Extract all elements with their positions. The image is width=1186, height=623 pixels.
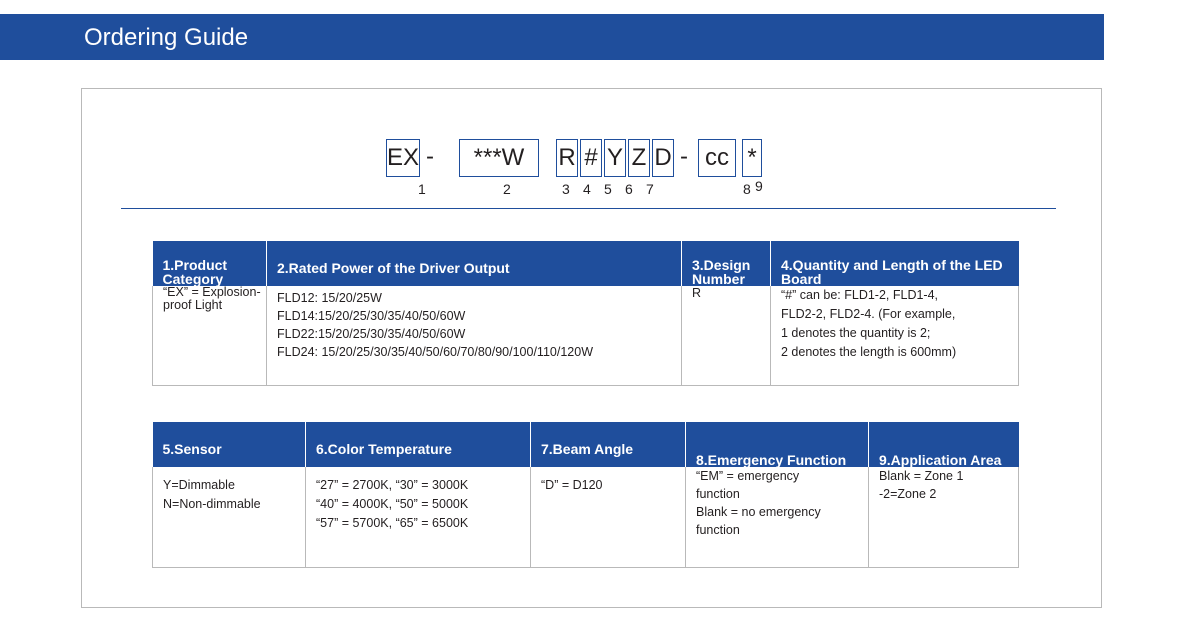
code-box-1: EX bbox=[386, 139, 420, 177]
header-application-area: 9.Application Area bbox=[869, 422, 1019, 467]
ordering-guide-panel bbox=[81, 88, 1102, 608]
code-dash-2: - bbox=[680, 143, 688, 170]
header-color-temperature: 6.Color Temperature bbox=[306, 422, 531, 467]
cell-color-temperature: “27” = 2700K, “30” = 3000K “40” = 4000K, “50” = 5000K “57” = 5700K, “65” = 6500K bbox=[306, 467, 531, 567]
cell-rated-power: FLD12: 15/20/25W FLD14:15/20/25/30/35/40/50/60W FLD22:15/20/25/30/35/40/50/60W FLD24: 15/20/25/30/35/40/50/60/70/80/90/100/110/120W bbox=[267, 286, 682, 385]
code-number-1: 1 bbox=[418, 181, 426, 197]
header-beam-angle: 7.Beam Angle bbox=[531, 422, 686, 467]
code-number-9: 9 bbox=[755, 178, 763, 194]
header-bar bbox=[0, 14, 1104, 60]
cell-emergency-function: “EM” = emergency function Blank = no emergency function bbox=[686, 467, 869, 567]
cell-sensor: Y=Dimmable N=Non-dimmable bbox=[153, 467, 306, 567]
code-number-4: 4 bbox=[583, 181, 591, 197]
code-number-3: 3 bbox=[562, 181, 570, 197]
code-box-2: ***W bbox=[459, 139, 539, 177]
code-box-5: Y bbox=[604, 139, 626, 177]
header-emergency-function: 8.Emergency Function bbox=[686, 422, 869, 467]
header-sensor: 5.Sensor bbox=[153, 422, 306, 467]
code-divider bbox=[121, 208, 1056, 209]
table-row bbox=[153, 286, 1019, 385]
code-box-4: # bbox=[580, 139, 602, 177]
code-number-7: 7 bbox=[646, 181, 654, 197]
cell-beam-angle: “D” = D120 bbox=[531, 467, 686, 567]
code-box-7: D bbox=[652, 139, 674, 177]
code-number-6: 6 bbox=[625, 181, 633, 197]
cell-quantity-length: “#” can be: FLD1-2, FLD1-4, FLD2-2, FLD2-4. (For example, 1 denotes the quantity is 2; 2 denotes the length is 600mm) bbox=[771, 286, 1019, 385]
header-quantity-length: 4.Quantity and Length of the LED Board bbox=[771, 241, 1019, 286]
cell-application-area: Blank = Zone 1 -2=Zone 2 bbox=[869, 467, 1019, 567]
code-number-8: 8 bbox=[743, 181, 751, 197]
cell-design-number: R bbox=[682, 286, 771, 385]
spec-table-1 bbox=[152, 241, 1019, 386]
code-box-9: * bbox=[742, 139, 762, 177]
code-dash-1: - bbox=[426, 143, 434, 170]
code-box-3: R bbox=[556, 139, 578, 177]
header-product-category: 1.Product Category bbox=[153, 241, 267, 286]
table-row bbox=[153, 467, 1019, 567]
page-title: Ordering Guide bbox=[84, 24, 249, 51]
cell-product-category: “EX” = Explosion-proof Light bbox=[153, 286, 267, 385]
code-box-6: Z bbox=[628, 139, 650, 177]
code-number-2: 2 bbox=[503, 181, 511, 197]
header-design-number: 3.Design Number bbox=[682, 241, 771, 286]
spec-table-2 bbox=[152, 422, 1019, 568]
code-box-8: cc bbox=[698, 139, 736, 177]
header-rated-power: 2.Rated Power of the Driver Output bbox=[267, 241, 682, 286]
code-number-5: 5 bbox=[604, 181, 612, 197]
